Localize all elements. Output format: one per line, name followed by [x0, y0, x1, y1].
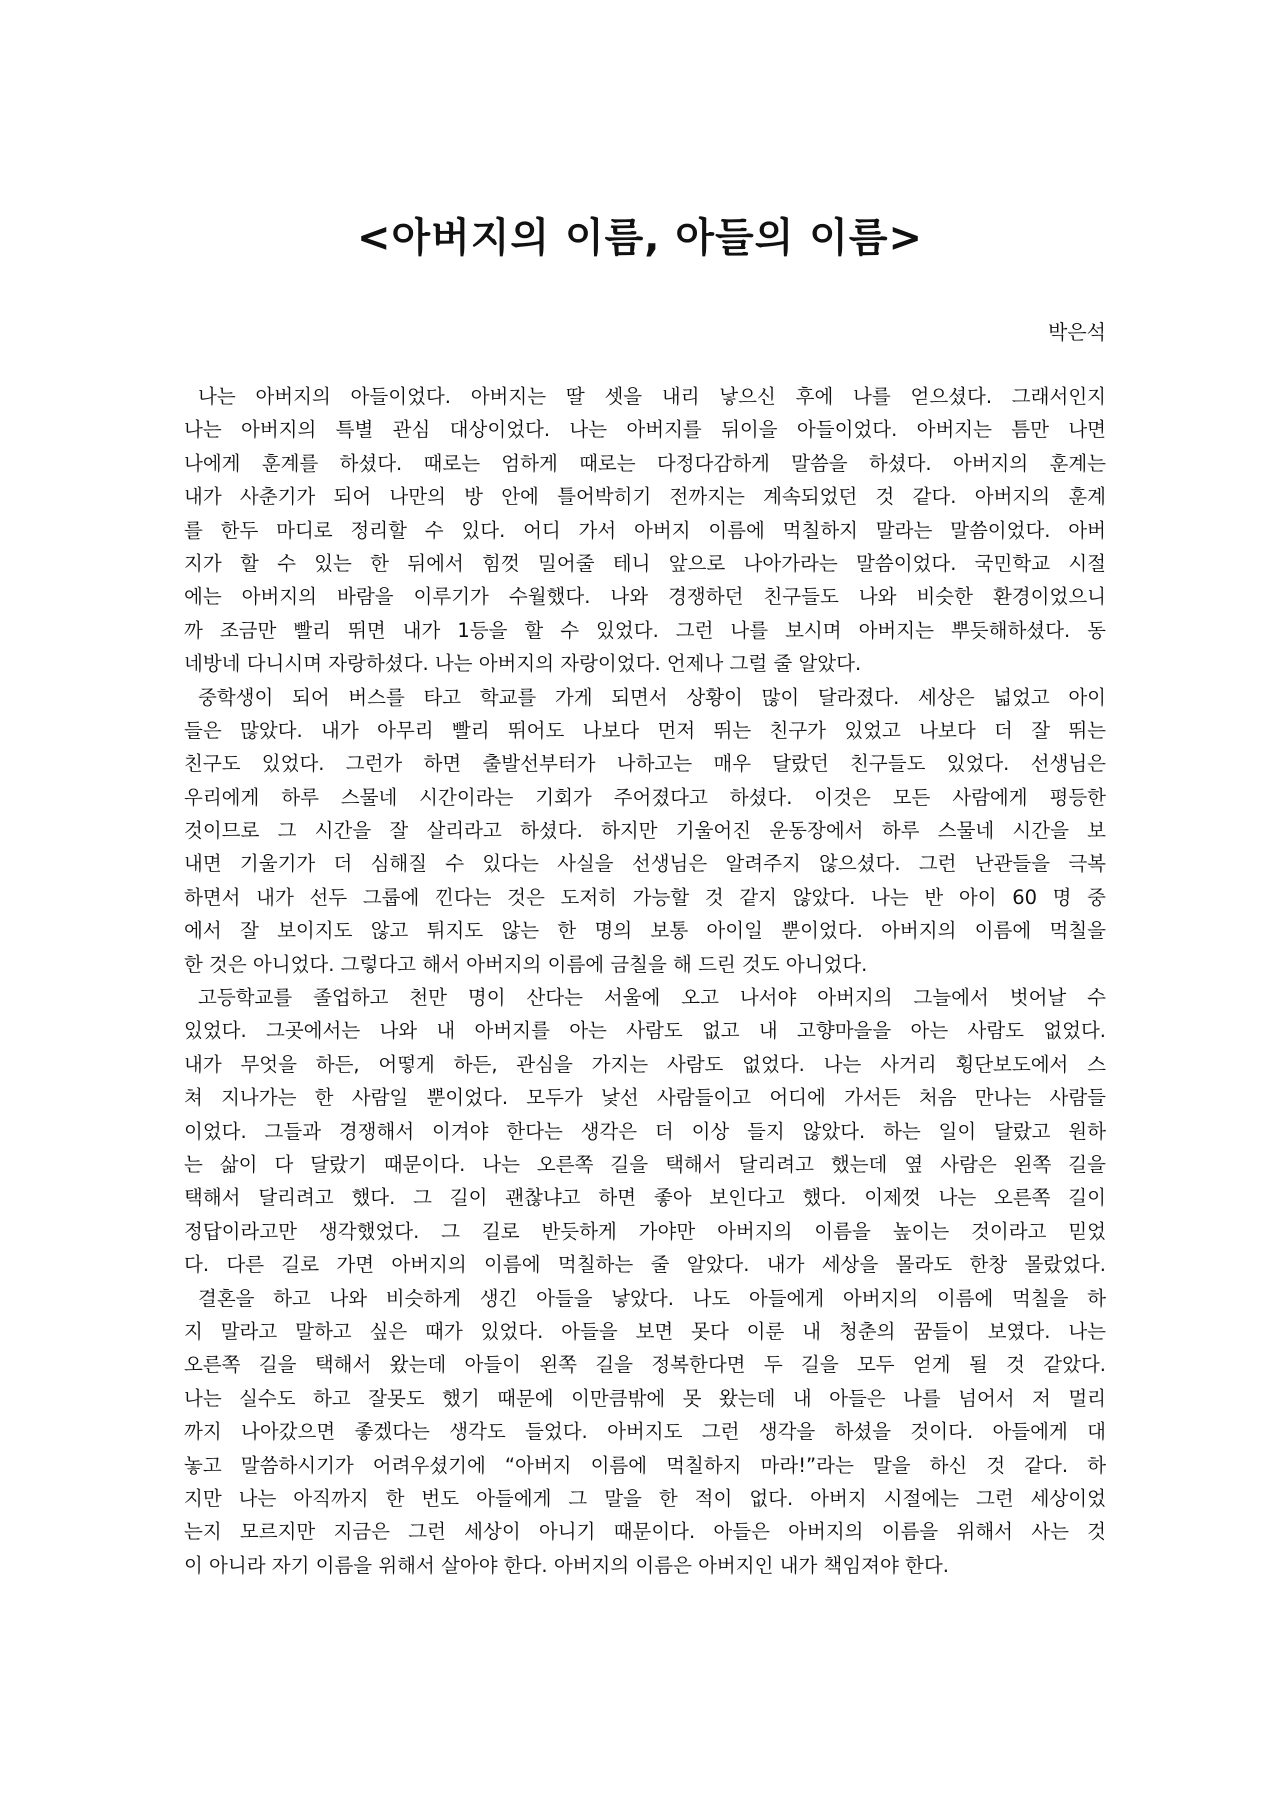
text-line: 나는 아버지의 아들이었다. 아버지는 딸 셋을 내리 낳으신 후에 나를 얻으셨다. 그래서인지	[198, 385, 1106, 408]
text-line: 지만 나는 아직까지 한 번도 아들에게 그 말을 한 적이 없다. 아버지 시절에는 그런 세상이었	[184, 1486, 1106, 1510]
text-line: 이 아니라 자기 이름을 위해서 살아야 한다. 아버지의 이름은 아버지인 내가 책임져야 한다.	[184, 1553, 949, 1577]
text-line: 까 조금만 빨리 뛰면 내가 1등을 할 수 있었다. 그런 나를 보시며 아버지는 뿌듯해하셨다. 동	[184, 618, 1106, 642]
paragraph	[184, 681, 1106, 982]
text-line: 친구도 있었다. 그런가 하면 출발선부터가 나하고는 매우 달랐던 친구들도 있었다. 선생님은	[184, 752, 1106, 776]
text-line: 이었다. 그들과 경쟁해서 이겨야 한다는 생각은 더 이상 들지 않았다. 하는 일이 달랐고 원하	[184, 1119, 1106, 1143]
text-line: 것이므로 그 시간을 잘 살리라고 하셨다. 하지만 기울어진 운동장에서 하루 스물네 시간을 보	[184, 819, 1106, 843]
text-line: 정답이라고만 생각했었다. 그 길로 반듯하게 가야만 아버지의 이름을 높이는 것이라고 믿었	[184, 1219, 1106, 1243]
text-line: 지가 할 수 있는 한 뒤에서 힘껏 밀어줄 테니 앞으로 나아가라는 말씀이었다. 국민학교 시절	[184, 551, 1106, 575]
paragraph	[184, 981, 1106, 1282]
document-body	[184, 380, 1106, 1582]
text-line: 중학생이 되어 버스를 타고 학교를 가게 되면서 상황이 많이 달라졌다. 세상은 넓었고 아이	[198, 685, 1106, 709]
text-line: 는지 모르지만 지금은 그런 세상이 아니기 때문이다. 아들은 아버지의 이름을 위해서 사는 것	[184, 1520, 1106, 1544]
text-line: 택해서 달리려고 했다. 그 길이 괜찮냐고 하면 좋아 보인다고 했다. 이제껏 나는 오른쪽 길이	[184, 1186, 1106, 1210]
text-line: 는 삶이 다 달랐기 때문이다. 나는 오른쪽 길을 택해서 달리려고 했는데 옆 사람은 왼쪽 길을	[184, 1152, 1106, 1176]
text-line: 있었다. 그곳에서는 나와 내 아버지를 아는 사람도 없고 내 고향마을을 아는 사람도 없었다.	[184, 1019, 1106, 1043]
text-line: 네방네 다니시며 자랑하셨다. 나는 아버지의 자랑이었다. 언제나 그럴 줄 알았다.	[184, 652, 862, 676]
text-line: 나는 아버지의 특별 관심 대상이었다. 나는 아버지를 뒤이을 아들이었다. 아버지는 틈만 나면	[184, 418, 1106, 442]
text-line: 나에게 훈계를 하셨다. 때로는 엄하게 때로는 다정다감하게 말씀을 하셨다. 아버지의 훈계는	[184, 451, 1106, 475]
paragraph	[184, 1282, 1106, 1583]
author-name: 박은석	[1048, 320, 1106, 344]
paragraph	[184, 380, 1106, 681]
text-line: 오른쪽 길을 택해서 왔는데 아들이 왼쪽 길을 정복한다면 두 길을 모두 얻게 될 것 같았다.	[184, 1353, 1106, 1377]
text-line: 를 한두 마디로 정리할 수 있다. 어디 가서 아버지 이름에 먹칠하지 말라는 말씀이었다. 아버	[184, 518, 1106, 542]
text-line: 한 것은 아니었다. 그렇다고 해서 아버지의 이름에 금칠을 해 드린 것도 아니었다.	[184, 952, 868, 976]
text-line: 놓고 말씀하시기가 어려우셨기에 “아버지 이름에 먹칠하지 마라!”라는 말을 하신 것 같다. 하	[184, 1453, 1106, 1477]
text-line: 나는 실수도 하고 잘못도 했기 때문에 이만큼밖에 못 왔는데 내 아들은 나를 넘어서 저 멀리	[184, 1386, 1106, 1410]
text-line: 에는 아버지의 바람을 이루기가 수월했다. 나와 경쟁하던 친구들도 나와 비슷한 환경이었으니	[184, 585, 1106, 609]
text-line: 내면 기울기가 더 심해질 수 있다는 사실을 선생님은 알려주지 않으셨다. 그런 난관들을 극복	[184, 852, 1106, 876]
text-line: 쳐 지나가는 한 사람일 뿐이었다. 모두가 낯선 사람들이고 어디에 가서든 처음 만나는 사람들	[184, 1086, 1106, 1110]
text-line: 하면서 내가 선두 그룹에 낀다는 것은 도저히 가능할 것 같지 않았다. 나는 반 아이 60 명 중	[184, 885, 1106, 909]
text-line: 고등학교를 졸업하고 천만 명이 산다는 서울에 오고 나서야 아버지의 그늘에서 벗어날 수	[198, 986, 1106, 1010]
text-line: 우리에게 하루 스물네 시간이라는 기회가 주어졌다고 하셨다. 이것은 모든 사람에게 평등한	[184, 785, 1106, 809]
text-line: 내가 무엇을 하든, 어떻게 하든, 관심을 가지는 사람도 없었다. 나는 사거리 횡단보도에서 스	[184, 1052, 1106, 1076]
document-title: <아버지의 이름, 아들의 이름>	[356, 215, 924, 261]
text-line: 결혼을 하고 나와 비슷하게 생긴 아들을 낳았다. 나도 아들에게 아버지의 이름에 먹칠을 하	[198, 1286, 1106, 1310]
text-line: 까지 나아갔으면 좋겠다는 생각도 들었다. 아버지도 그런 생각을 하셨을 것이다. 아들에게 대	[184, 1420, 1106, 1444]
text-line: 에서 잘 보이지도 않고 튀지도 않는 한 명의 보통 아이일 뿐이었다. 아버지의 이름에 먹칠을	[184, 919, 1106, 943]
text-line: 내가 사춘기가 되어 나만의 방 안에 틀어박히기 전까지는 계속되었던 것 같다. 아버지의 훈계	[184, 485, 1106, 509]
text-line: 들은 많았다. 내가 아무리 빨리 뛰어도 나보다 먼저 뛰는 친구가 있었고 나보다 더 잘 뛰는	[184, 718, 1106, 742]
text-line: 지 말라고 말하고 싶은 때가 있었다. 아들을 보면 못다 이룬 내 청춘의 꿈들이 보였다. 나는	[184, 1319, 1106, 1343]
text-line: 다. 다른 길로 가면 아버지의 이름에 먹칠하는 줄 알았다. 내가 세상을 몰라도 한창 몰랐었다.	[184, 1253, 1106, 1277]
